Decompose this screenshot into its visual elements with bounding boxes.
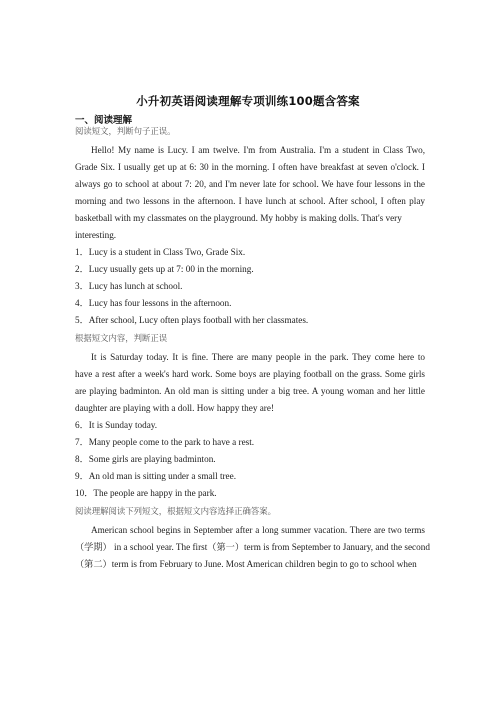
question-item: 1．Lucy is a student in Class Two, Grade Six.	[75, 247, 246, 257]
question-item: 10．The people are happy in the park.	[75, 488, 217, 498]
passage1-instruction: 阅读短文，判断句子正误。	[75, 126, 176, 136]
passage2-line: have a rest after a week's hard work. Some boys are playing football on the grass. Some girls	[75, 369, 425, 379]
passage1-line: always go to school at about 7: 20, and I'm never late for school. We have four lessons in the	[75, 179, 425, 189]
passage2-line: daughter are playing with a doll. How happy they are!	[75, 403, 274, 413]
question-item: 9．An old man is sitting under a small tree.	[75, 471, 237, 481]
passage1-line: basketball with my classmates on the playground. My hobby is making dolls. That's very	[75, 213, 402, 223]
question-item: 5．After school, Lucy often plays football with her classmates.	[75, 315, 309, 325]
question-item: 7．Many people come to the park to have a rest.	[75, 437, 255, 447]
passage1-line: Grade Six. I usually get up at 6: 30 in the morning. I often have breakfast at seven o'clock. I	[75, 162, 425, 172]
passage1-line: interesting.	[75, 230, 117, 240]
passage2-line: are playing badminton. An old man is sitting under a big tree. A young woman and her little	[75, 386, 425, 396]
question-item: 6．It is Sunday today.	[75, 420, 158, 430]
page-title: 小升初英语阅读理解专项训练100题含答案	[136, 94, 360, 108]
passage1-line: Hello! My name is Lucy. I am twelve. I'm from Australia. I'm a student in Class Two,	[91, 145, 425, 155]
section-heading: 一、阅读理解	[75, 115, 133, 126]
question-item: 3．Lucy has lunch at school.	[75, 281, 183, 291]
question-item: 4．Lucy has four lessons in the afternoon.	[75, 298, 232, 308]
passage2-instruction: 根据短文内容，判断正误	[75, 333, 168, 343]
passage3-line: （第二）term is from February to June. Most American children begin to go to school when	[75, 559, 417, 569]
passage3-instruction: 阅读理解阅读下列短文，根据短文内容选择正确答案。	[75, 506, 276, 516]
passage2-line: It is Saturday today. It is fine. There are many people in the park. They come here to	[91, 352, 425, 362]
passage3-line: American school begins in September after a long summer vacation. There are two terms	[91, 525, 425, 535]
question-item: 2．Lucy usually gets up at 7: 00 in the morning.	[75, 264, 254, 274]
passage1-line: morning and two lessons in the afternoon. I have lunch at school. After school, I often play	[75, 196, 425, 206]
passage3-line: （学期） in a school year. The first（第一）term is from September to January, and the second	[75, 542, 430, 552]
question-item: 8．Some girls are playing badminton.	[75, 454, 216, 464]
